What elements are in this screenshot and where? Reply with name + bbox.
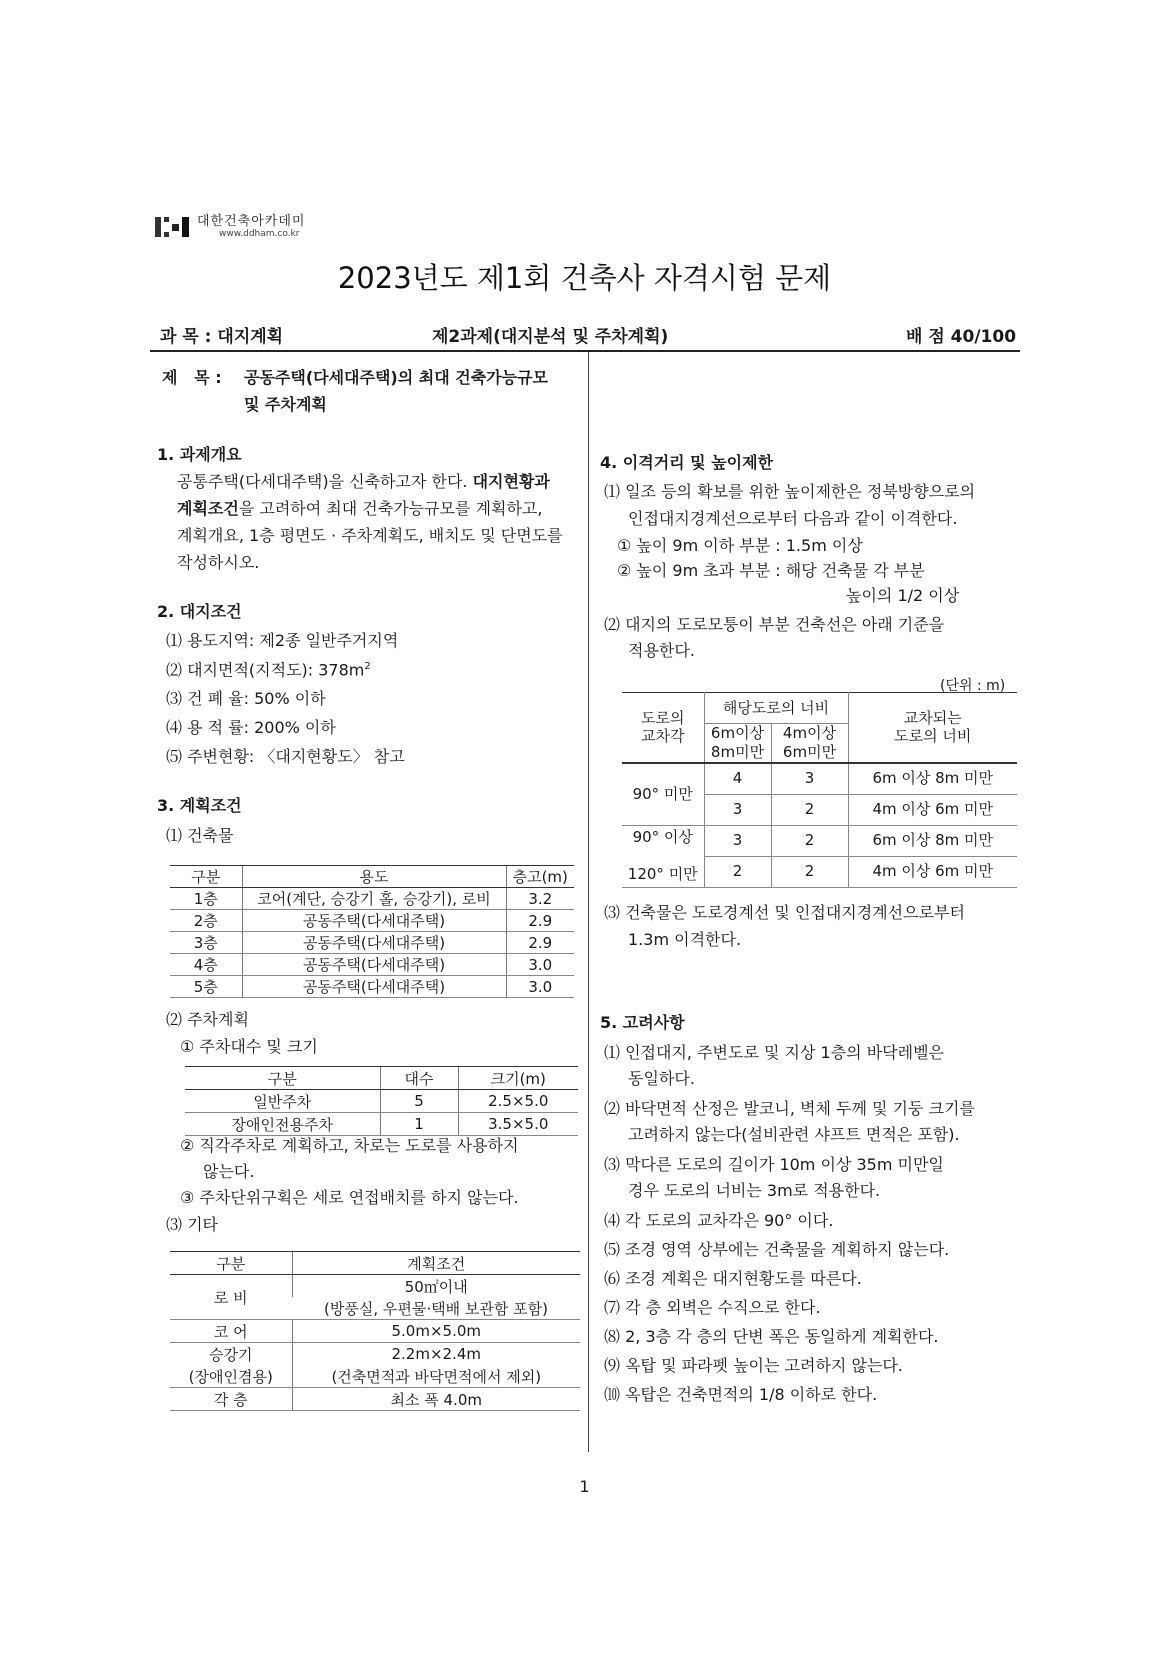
table-row: 3층 공동주택(다세대주택) 2.9 [170, 932, 574, 954]
s4-p2-line-1: ⑵ 대지의 도로모퉁이 부분 건축선은 아래 기준을 [604, 615, 945, 634]
section-2-heading: 2. 대지조건 [157, 602, 242, 621]
s5-item-5: ⑸ 조경 영역 상부에는 건축물을 계획하지 않는다. [604, 1240, 950, 1259]
parking-count-heading: ① 주차대수 및 크기 [180, 1037, 318, 1056]
table-row: 코 어 5.0m×5.0m [170, 1320, 580, 1343]
score-label: 배 점 40/100 [906, 327, 1017, 347]
section-3-heading: 3. 계획조건 [157, 796, 242, 815]
s5-item-1a: ⑴ 인접대지, 주변도로 및 지상 1층의 바닥레벨은 [604, 1043, 944, 1062]
parking-table [185, 1066, 578, 1136]
s1-line-1: 공통주택(다세대주택)을 신축하고자 한다. 대지현황과 [177, 472, 550, 491]
s1-line-4: 작성하시오. [177, 553, 260, 572]
academy-logo [155, 214, 305, 240]
logo-url: www.ddham.co.kr [219, 229, 300, 239]
s5-item-1b: 동일하다. [628, 1069, 695, 1088]
table-row: 3 2 4m 이상 6m 미만 [622, 794, 1017, 825]
table-header: 용도 [242, 866, 506, 888]
header-width-4-6: 4m이상 6m미만 [771, 724, 848, 763]
s5-item-3a: ⑶ 막다른 도로의 길이가 10m 이상 35m 미만일 [604, 1155, 944, 1174]
s5-item-9: ⑼ 옥탑 및 파라펫 높이는 고려하지 않는다. [604, 1356, 903, 1375]
section-4-heading: 4. 이격거리 및 높이제한 [600, 453, 774, 472]
header-angle: 도로의 교차각 [622, 693, 704, 763]
table-header: 계획조건 [292, 1252, 580, 1275]
table-row: 각 층 최소 폭 4.0m [170, 1388, 580, 1411]
s5-item-10: ⑽ 옥탑은 건축면적의 1/8 이하로 한다. [604, 1385, 878, 1404]
parking-rule-2b: 않는다. [203, 1162, 255, 1181]
building-subheading: ⑴ 건축물 [166, 826, 234, 845]
other-subheading: ⑶ 기타 [166, 1215, 218, 1234]
s4-p3-line-1: ⑶ 건축물은 도로경계선 및 인접대지경계선으로부터 [604, 903, 965, 922]
table-row: 2 2 4m 이상 6m 미만 [622, 856, 1017, 887]
table-row: 로 비 50㎡이내 [170, 1275, 580, 1298]
table-row: 90° 미만 4 3 6m 이상 8m 미만 [622, 763, 1017, 795]
s5-item-3b: 경우 도로의 너비는 3m로 적용한다. [628, 1181, 881, 1200]
header-cross-width: 교차되는 도로의 너비 [848, 693, 1017, 763]
logo-mark-icon [155, 217, 189, 237]
site-surroundings: ⑸ 주변현황: 〈대지현황도〉 참고 [166, 747, 405, 766]
logo-name: 대한건축아카데미 [197, 214, 306, 229]
table-row: 5층 공동주택(다세대주택) 3.0 [170, 976, 574, 998]
header-road-width: 해당도로의 너비 [704, 693, 848, 724]
header-rule [150, 350, 1020, 352]
table-header: 크기(m) [458, 1067, 578, 1090]
table-row: 장애인전용주차 1 3.5×5.0 [185, 1113, 578, 1136]
subject-label: 과 목 : 대지계획 [160, 327, 284, 347]
table-header: 구분 [185, 1067, 380, 1090]
exam-title: 2023년도 제1회 건축사 자격시험 문제 [337, 261, 832, 295]
page-number: 1 [579, 1477, 590, 1496]
s5-item-2a: ⑵ 바닥면적 산정은 발코니, 벽체 두께 및 기둥 크기를 [604, 1099, 975, 1118]
header-width-6-8: 6m이상 8m미만 [704, 724, 771, 763]
s4-p1-line-2: 인접대지경계선으로부터 다음과 같이 이격한다. [628, 509, 958, 528]
table-row: 승강기 2.2m×2.4m [170, 1343, 580, 1366]
s1-line-2: 계획조건을 고려하여 최대 건축가능규모를 계획하고, [177, 499, 543, 518]
table-row: 4층 공동주택(다세대주택) 3.0 [170, 954, 574, 976]
topic-line-2: 및 주차계획 [244, 395, 327, 414]
table-header: 층고(m) [506, 866, 574, 888]
table-row: 2층 공동주택(다세대주택) 2.9 [170, 910, 574, 932]
s5-item-2b: 고려하지 않는다(설비관련 샤프트 면적은 포함). [628, 1125, 960, 1144]
other-conditions-table [170, 1251, 580, 1411]
s5-item-4: ⑷ 각 도로의 교차각은 90° 이다. [604, 1211, 834, 1230]
table-header: 대수 [380, 1067, 458, 1090]
corner-setback-table [622, 692, 1017, 888]
column-divider [588, 352, 589, 1452]
s4-p3-line-2: 1.3m 이격한다. [628, 930, 742, 949]
s5-item-7: ⑺ 각 층 외벽은 수직으로 한다. [604, 1298, 821, 1317]
s1-line-3: 계획개요, 1층 평면도 · 주차계획도, 배치도 및 단면도를 [177, 526, 563, 545]
parking-subheading: ⑵ 주차계획 [166, 1010, 249, 1029]
topic-label: 제 목 : [162, 368, 222, 387]
building-floors-table [170, 865, 574, 998]
table-row: (방풍실, 우편물·택배 보관함 포함) [170, 1297, 580, 1320]
s4-p1-item-1: ① 높이 9m 이하 부분 : 1.5m 이상 [617, 536, 863, 555]
parking-rule-3: ③ 주차단위구획은 세로 연접배치를 하지 않는다. [180, 1188, 519, 1207]
s4-p1-line-1: ⑴ 일조 등의 확보를 위한 높이제한은 정북방향으로의 [604, 482, 976, 501]
table-header: 구분 [170, 1252, 292, 1275]
table-row: 일반주차 5 2.5×5.0 [185, 1090, 578, 1113]
s4-p1-item-2b: 높이의 1/2 이상 [846, 586, 960, 605]
site-far: ⑷ 용 적 률: 200% 이하 [166, 718, 336, 737]
unit-label: (단위 : m) [940, 678, 1006, 694]
task-label: 제2과제(대지분석 및 주차계획) [432, 327, 669, 347]
table-header: 구분 [170, 866, 242, 888]
table-row: 1층 코어(계단, 승강기 홀, 승강기), 로비 3.2 [170, 888, 574, 910]
topic-line-1: 공동주택(다세대주택)의 최대 건축가능규모 [244, 368, 548, 387]
s4-p2-line-2: 적용한다. [628, 641, 695, 660]
s4-p1-item-2: ② 높이 9m 초과 부분 : 해당 건축물 각 부분 [617, 561, 925, 580]
section-1-heading: 1. 과제개요 [157, 445, 242, 464]
site-area: ⑵ 대지면적(지적도): $378m^2$ [166, 660, 371, 680]
site-coverage: ⑶ 건 폐 율: 50% 이하 [166, 689, 326, 708]
table-row: (장애인겸용) (건축면적과 바닥면적에서 제외) [170, 1365, 580, 1388]
s5-item-8: ⑻ 2, 3층 각 층의 단변 폭은 동일하게 계획한다. [604, 1327, 939, 1346]
parking-rule-2a: ② 직각주차로 계획하고, 차로는 도로를 사용하지 [180, 1136, 519, 1155]
table-row: 90° 이상 120° 미만 3 2 6m 이상 8m 미만 [622, 825, 1017, 856]
site-zoning: ⑴ 용도지역: 제2종 일반주거지역 [166, 631, 399, 650]
s5-item-6: ⑹ 조경 계획은 대지현황도를 따른다. [604, 1269, 862, 1288]
section-5-heading: 5. 고려사항 [600, 1013, 685, 1032]
